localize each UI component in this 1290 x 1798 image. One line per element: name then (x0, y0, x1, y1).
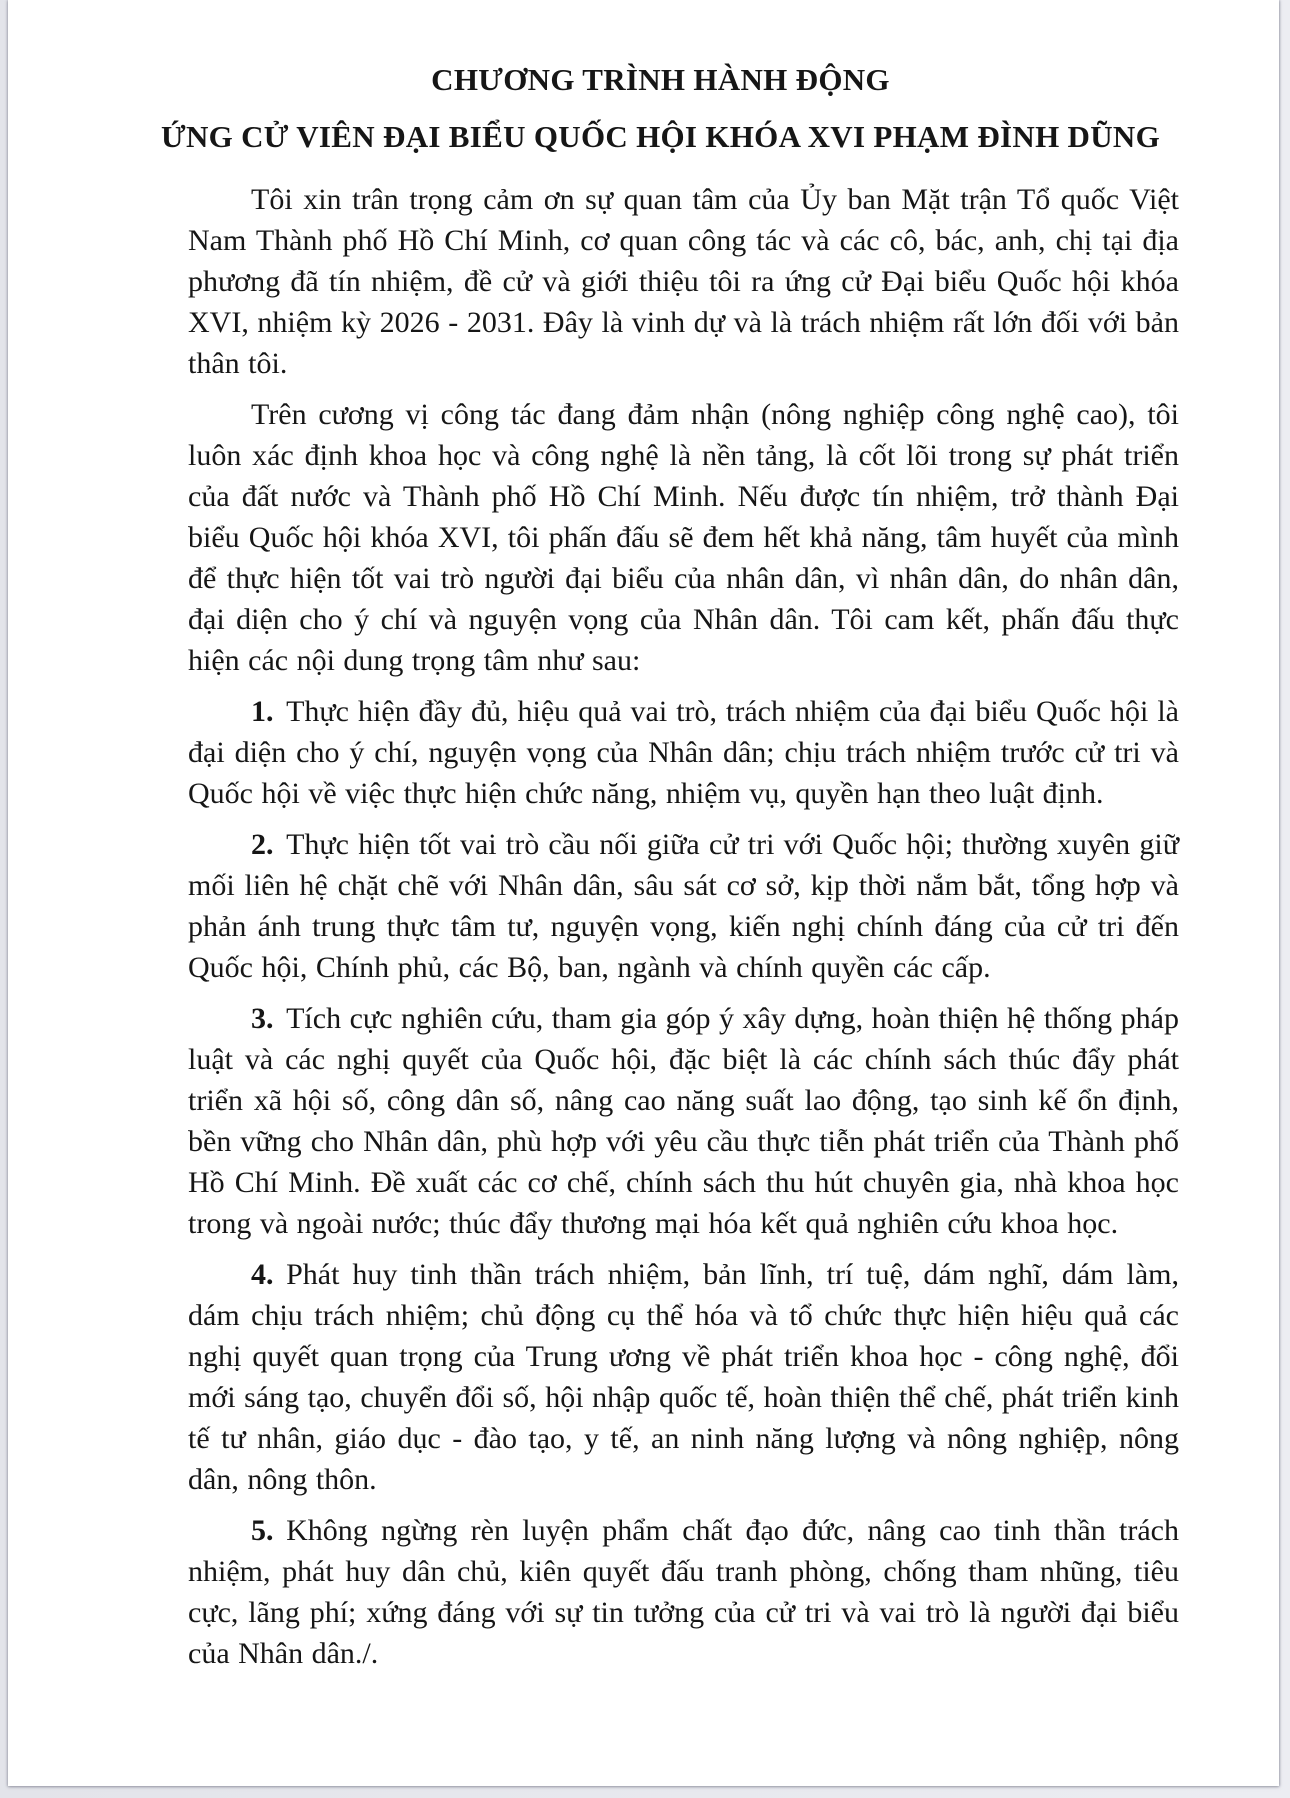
item-text-4: Phát huy tinh thần trách nhiệm, bản lĩnh, trí tuệ, dám nghĩ, dám làm, dám chịu trách nhiệm; chủ động cụ thể hóa và tổ chức thực hiện hiệu quả các nghị quyết quan trọng của Trung ương về phát triển khoa học - công nghệ, đổi mới sáng tạo, chuyển đổi số, hội nhập quốc tế, hoàn thiện thể chế, phát triển kinh tế tư nhân, giáo dục - đào tạo, y tế, an ninh năng lượng và nông nghiệp, nông dân, nông thôn. (188, 1258, 1179, 1496)
list-item-5 (188, 1510, 1179, 1674)
list-item-3 (188, 998, 1179, 1244)
item-number-5: 5. (251, 1514, 274, 1547)
intro-paragraph-2: Trên cương vị công tác đang đảm nhận (nông nghiệp công nghệ cao), tôi luôn xác định khoa học và công nghệ là nền tảng, là cốt lõi trong sự phát triển của đất nước và Thành phố Hồ Chí Minh. Nếu được tín nhiệm, trở thành Đại biểu Quốc hội khóa XVI, tôi phấn đấu sẽ đem hết khả năng, tâm huyết của mình để thực hiện tốt vai trò người đại biểu của nhân dân, vì nhân dân, do nhân dân, đại diện cho ý chí và nguyện vọng của Nhân dân. Tôi cam kết, phấn đấu thực hiện các nội dung trọng tâm như sau: (188, 398, 1179, 677)
document-page (8, 0, 1279, 1786)
item-text-5: Không ngừng rèn luyện phẩm chất đạo đức, nâng cao tinh thần trách nhiệm, phát huy dân chủ, kiên quyết đấu tranh phòng, chống tham nhũng, tiêu cực, lãng phí; xứng đáng với sự tin tưởng của cử tri và vai trò là người đại biểu của Nhân dân./. (188, 1514, 1179, 1670)
item-text-1: Thực hiện đầy đủ, hiệu quả vai trò, trách nhiệm của đại biểu Quốc hội là đại diện cho ý chí, nguyện vọng của Nhân dân; chịu trách nhiệm trước cử tri và Quốc hội về việc thực hiện chức năng, nhiệm vụ, quyền hạn theo luật định. (188, 695, 1179, 810)
intro-paragraph-1: Tôi xin trân trọng cảm ơn sự quan tâm của Ủy ban Mặt trận Tổ quốc Việt Nam Thành phố Hồ Chí Minh, cơ quan công tác và các cô, bác, anh, chị tại địa phương đã tín nhiệm, đề cử và giới thiệu tôi ra ứng cử Đại biểu Quốc hội khóa XVI, nhiệm kỳ 2026 - 2031. Đây là vinh dự và là trách nhiệm rất lớn đối với bản thân tôi. (188, 183, 1179, 380)
title-line-1: CHƯƠNG TRÌNH HÀNH ĐỘNG (431, 62, 890, 97)
title-line-2: ỨNG CỬ VIÊN ĐẠI BIỂU QUỐC HỘI KHÓA XVI PHẠM ĐÌNH DŨNG (160, 119, 1161, 154)
item-text-3: Tích cực nghiên cứu, tham gia góp ý xây dựng, hoàn thiện hệ thống pháp luật và các nghị quyết của Quốc hội, đặc biệt là các chính sách thúc đẩy phát triển xã hội số, công dân số, nâng cao năng suất lao động, tạo sinh kế ổn định, bền vững cho Nhân dân, phù hợp với yêu cầu thực tiễn phát triển của Thành phố Hồ Chí Minh. Đề xuất các cơ chế, chính sách thu hút chuyên gia, nhà khoa học trong và ngoài nước; thúc đẩy thương mại hóa kết quả nghiên cứu khoa học. (188, 1002, 1179, 1240)
item-number-4: 4. (251, 1258, 274, 1291)
item-text-2: Thực hiện tốt vai trò cầu nối giữa cử tri với Quốc hội; thường xuyên giữ mối liên hệ chặt chẽ với Nhân dân, sâu sát cơ sở, kịp thời nắm bắt, tổng hợp và phản ánh trung thực tâm tư, nguyện vọng, kiến nghị chính đáng của cử tri đến Quốc hội, Chính phủ, các Bộ, ban, ngành và chính quyền các cấp. (188, 828, 1179, 984)
list-item-4 (188, 1254, 1179, 1500)
list-item-2 (188, 824, 1179, 988)
document-content (8, 0, 1279, 1674)
document-title (130, 51, 1191, 165)
item-number-2: 2. (251, 828, 274, 861)
list-item-1 (188, 691, 1179, 814)
item-number-1: 1. (251, 695, 274, 728)
item-number-3: 3. (251, 1002, 274, 1035)
